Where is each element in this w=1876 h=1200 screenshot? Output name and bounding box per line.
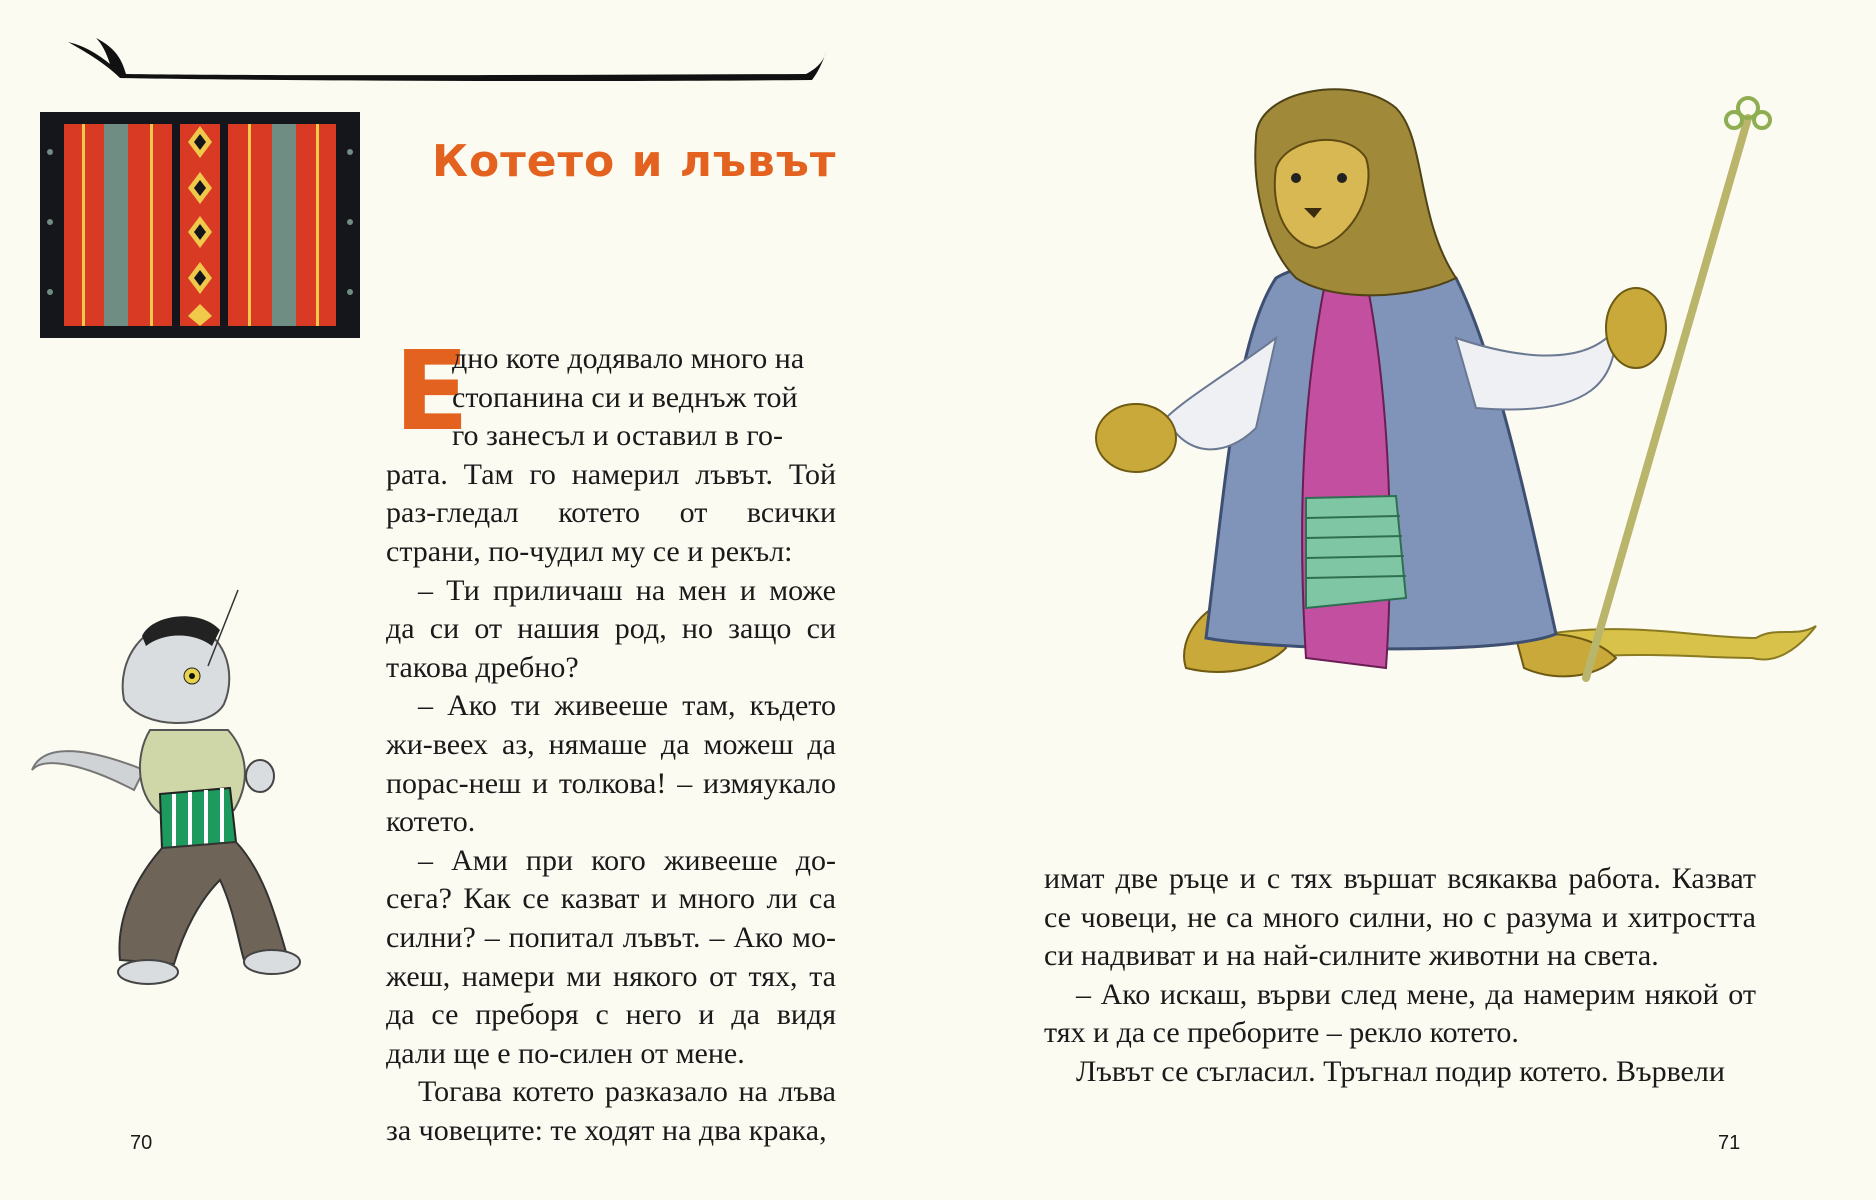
brush-rule-ornament: [66, 34, 826, 94]
carpet-illustration: [40, 112, 360, 338]
page-number-left: 70: [130, 1132, 153, 1154]
lion-illustration: [1056, 78, 1836, 838]
paragraph: – Ако ти живееше там, където жи-веех аз, нямаше да можеш да порас-неш и толкова! – измяукало котето.: [386, 689, 836, 839]
paragraph: – Ти приличаш на мен и може да си от нашия род, но защо си такова дребно?: [386, 573, 836, 684]
paragraph: – Ами при кого живееше до-сега? Как се казват и много ли са силни? – попитал лъвът. – Ако мо-жеш, намери ми някого от тях, та да се преборя с него и да видя дали ще е по-силен от мене.: [386, 843, 836, 1070]
drop-cap: Е: [394, 327, 470, 455]
right-body-text: [1044, 860, 1756, 1092]
left-body-text: [386, 340, 836, 1150]
paragraph: имат две ръце и с тях вършат всякаква работа. Казват се човеци, не са много силни, но с разума и хитростта си надвиват и на най-силните животни на света.: [1044, 862, 1756, 973]
paragraph: Лъвът се съгласил. Тръгнал подир котето. Вървели: [1076, 1054, 1725, 1088]
first-line-1: дно коте додявало много на: [452, 342, 805, 375]
paragraph: рата. Там го намерил лъвът. Той раз-гледал котето от всички страни, по-чудил му се и рекъл:: [386, 457, 836, 568]
first-line-3: го занесъл и оставил в го-: [452, 419, 783, 453]
right-page: [938, 0, 1876, 1200]
paragraph: Тогава котето разказало на лъва за човеците: те ходят на два крака,: [386, 1075, 836, 1147]
story-title: Котето и лъвът: [432, 136, 837, 187]
cat-illustration: [24, 580, 324, 1030]
page-number-right: 71: [1718, 1132, 1741, 1154]
first-line-2: стопанина си и веднъж той: [452, 380, 798, 414]
paragraph: – Ако искаш, върви след мене, да намерим някой от тях и да се преборите – рекло котето.: [1044, 977, 1756, 1050]
